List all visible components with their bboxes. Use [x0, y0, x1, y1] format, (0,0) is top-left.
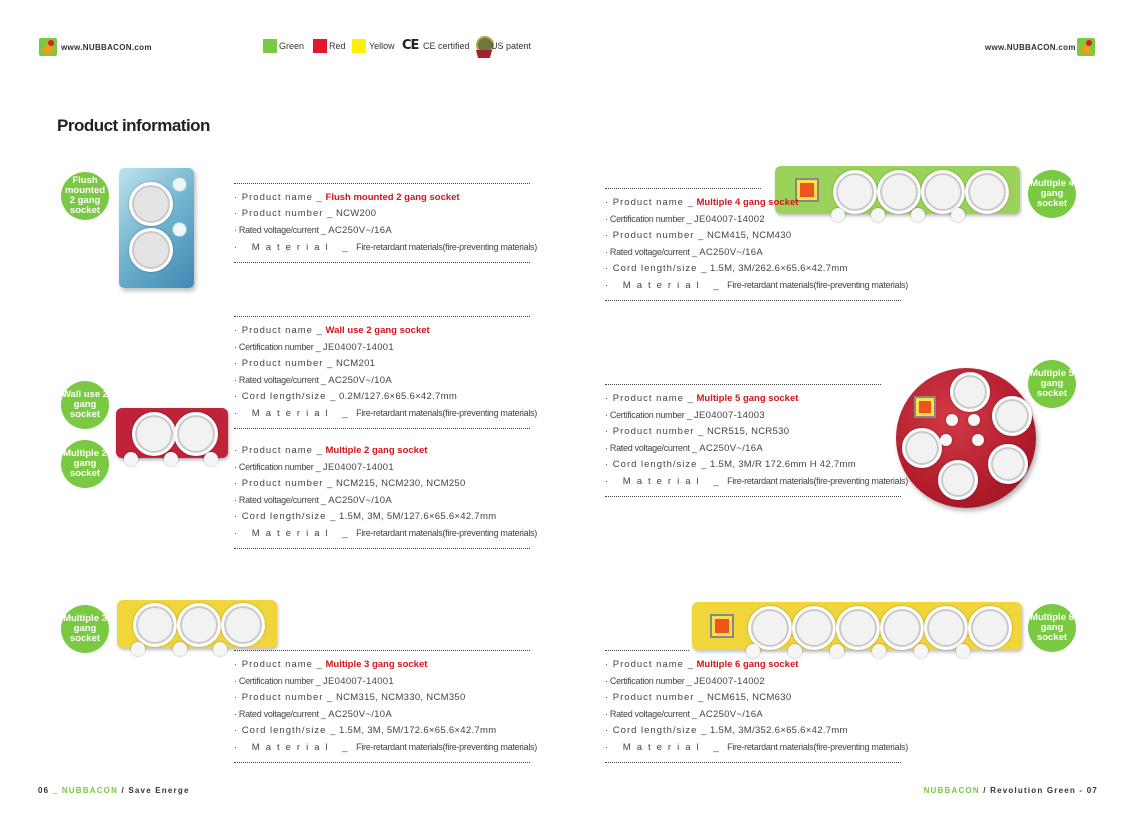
badge-multiple-5-gang: Multiple 5 gang socket [1028, 360, 1076, 408]
dotted-divider [234, 762, 530, 763]
footer-brand-left: NUBBACON [61, 786, 119, 795]
product-name-row: · Product name _ Multiple 6 gang socket [605, 659, 799, 670]
certification-row: · Certification number _ JE04007-14002 [605, 676, 765, 687]
material-row: · Material _ Fire-retardant materials(fire-preventing materials) [234, 528, 537, 539]
product-info-multiple-2-gang [234, 443, 537, 549]
rated-row: · Rated voltage/current _ AC250V~/10A [234, 495, 392, 506]
material-row: · Material _ Fire-retardant materials(fire-preventing materials) [605, 280, 908, 291]
rated-row: · Rated voltage/current _ AC250V~/16A [605, 709, 763, 720]
rated-row: · Rated voltage/current _ AC250V~/16A [234, 225, 392, 236]
product-info-flush-2-gang [234, 183, 537, 263]
multiple-5-gang-socket-image [896, 368, 1036, 508]
product-name-row: · Product name _ Multiple 5 gang socket [605, 393, 799, 404]
product-name-value: Multiple 2 gang socket [325, 445, 428, 456]
legend-yellow-label: Yellow [369, 41, 395, 51]
cord-row: · Cord length/size _ 1.5M, 3M, 5M/172.6×65.6×42.7mm [234, 725, 497, 736]
dotted-divider [234, 428, 530, 429]
dotted-divider [605, 384, 881, 385]
dotted-divider [234, 548, 530, 549]
rated-row: · Rated voltage/current _ AC250V~/10A [234, 375, 392, 386]
product-name-value: Wall use 2 gang socket [325, 325, 430, 336]
multiple-3-gang-socket-image [117, 600, 277, 648]
product-name-value: Multiple 4 gang socket [696, 197, 799, 208]
dotted-divider [605, 300, 901, 301]
multiple-6-gang-socket-image [692, 602, 1022, 650]
legend-green-swatch [263, 39, 277, 53]
legend-red-swatch [313, 39, 327, 53]
product-number-row: · Product number _ NCW200 [234, 208, 377, 219]
product-name-value: Multiple 5 gang socket [696, 393, 799, 404]
product-info-multiple-3-gang [234, 650, 537, 763]
footer-left [38, 786, 190, 795]
product-name-row: · Product name _ Multiple 4 gang socket [605, 197, 799, 208]
nubbacon-logo-icon [39, 38, 57, 56]
dotted-divider [234, 183, 530, 184]
cord-row: · Cord length/size _ 1.5M, 3M, 5M/127.6×65.6×42.7mm [234, 511, 497, 522]
cord-row: · Cord length/size _ 1.5M, 3M/262.6×65.6×42.7mm [605, 263, 848, 274]
badge-wall-2-gang: Wall use 2 gang socket [61, 381, 109, 429]
cord-row: · Cord length/size _ 1.5M, 3M/R 172.6mm H 42.7mm [605, 459, 856, 470]
product-name-row: · Product name _ Multiple 2 gang socket [234, 445, 428, 456]
legend-yellow-swatch [352, 39, 366, 53]
rated-row: · Rated voltage/current _ AC250V~/16A [605, 443, 763, 454]
material-row: · Material _ Fire-retardant materials(fire-preventing materials) [605, 742, 908, 753]
legend-green-label: Green [279, 41, 305, 51]
dotted-divider [234, 262, 530, 263]
dotted-divider [234, 650, 530, 651]
certification-row: · Certification number _ JE04007-14001 [234, 462, 394, 473]
footer-right [924, 786, 1098, 795]
product-number-row: · Product number _ NCM315, NCM330, NCM350 [234, 692, 466, 703]
badge-multiple-4-gang: Multiple 4 gang socket [1028, 170, 1076, 218]
flush-2-gang-socket-image [119, 168, 194, 288]
product-info-multiple-6-gang [605, 650, 908, 763]
badge-flush-2-gang: Flush mounted 2 gang socket [61, 172, 109, 220]
product-number-row: · Product number _ NCM615, NCM630 [605, 692, 792, 703]
product-name-value: Flush mounted 2 gang socket [325, 192, 460, 203]
page-number-left: 06 _ [38, 786, 59, 795]
certification-row: · Certification number _ JE04007-14001 [234, 342, 394, 353]
product-number-row: · Product number _ NCM415, NCM430 [605, 230, 792, 241]
footer-brand-right: NUBBACON [923, 786, 980, 795]
rated-row: · Rated voltage/current _ AC250V~/10A [234, 709, 392, 720]
material-row: · Material _ Fire-retardant materials(fire-preventing materials) [234, 242, 537, 253]
product-number-row: · Product number _ NCR515, NCR530 [605, 426, 790, 437]
product-name-row: · Product name _ Multiple 3 gang socket [234, 659, 428, 670]
product-name-row: · Product name _ Flush mounted 2 gang socket [234, 192, 460, 203]
ce-mark-icon: CE [402, 38, 419, 53]
dotted-divider [605, 496, 901, 497]
material-row: · Material _ Fire-retardant materials(fire-preventing materials) [234, 742, 537, 753]
site-url-right[interactable]: www.NUBBACON.com [985, 43, 1076, 52]
product-info-multiple-4-gang [605, 188, 908, 301]
dotted-divider [605, 650, 689, 651]
product-name-value: Multiple 3 gang socket [325, 659, 428, 670]
site-url-left[interactable]: www.NUBBACON.com [61, 43, 152, 52]
dotted-divider [605, 762, 901, 763]
rated-row: · Rated voltage/current _ AC250V~/16A [605, 247, 763, 258]
page-title: Product information [57, 116, 210, 135]
footer-slogan-right: / Revolution Green - 07 [983, 786, 1098, 795]
product-info-wall-2-gang [234, 316, 537, 429]
product-info-multiple-5-gang [605, 384, 908, 497]
product-name-row: · Product name _ Wall use 2 gang socket [234, 325, 430, 336]
patent-medal-icon [476, 36, 490, 58]
certification-row: · Certification number _ JE04007-14001 [234, 676, 394, 687]
badge-multiple-3-gang: Multiple 3 gang socket [61, 605, 109, 653]
nubbacon-logo-icon [1077, 38, 1095, 56]
material-row: · Material _ Fire-retardant materials(fire-preventing materials) [605, 476, 908, 487]
us-patent-label: US patent [491, 41, 532, 51]
cord-row: · Cord length/size _ 0.2M/127.6×65.6×42.7mm [234, 391, 458, 402]
product-number-row: · Product number _ NCM201 [234, 358, 376, 369]
ce-certified-label: CE certified [423, 41, 470, 51]
legend-red-label: Red [329, 41, 346, 51]
certification-row: · Certification number _ JE04007-14002 [605, 214, 765, 225]
multiple-2-gang-socket-image [116, 408, 228, 458]
badge-multiple-2-gang: Multiple 2 gang socket [61, 440, 109, 488]
cord-row: · Cord length/size _ 1.5M, 3M/352.6×65.6×42.7mm [605, 725, 848, 736]
material-row: · Material _ Fire-retardant materials(fire-preventing materials) [234, 408, 537, 419]
certification-row: · Certification number _ JE04007-14003 [605, 410, 765, 421]
product-number-row: · Product number _ NCM215, NCM230, NCM250 [234, 478, 466, 489]
footer-slogan-left: / Save Energe [121, 786, 190, 795]
product-name-value: Multiple 6 gang socket [696, 659, 799, 670]
badge-multiple-6-gang: Multiple 6 gang socket [1028, 604, 1076, 652]
dotted-divider [234, 316, 530, 317]
dotted-divider [605, 188, 761, 189]
